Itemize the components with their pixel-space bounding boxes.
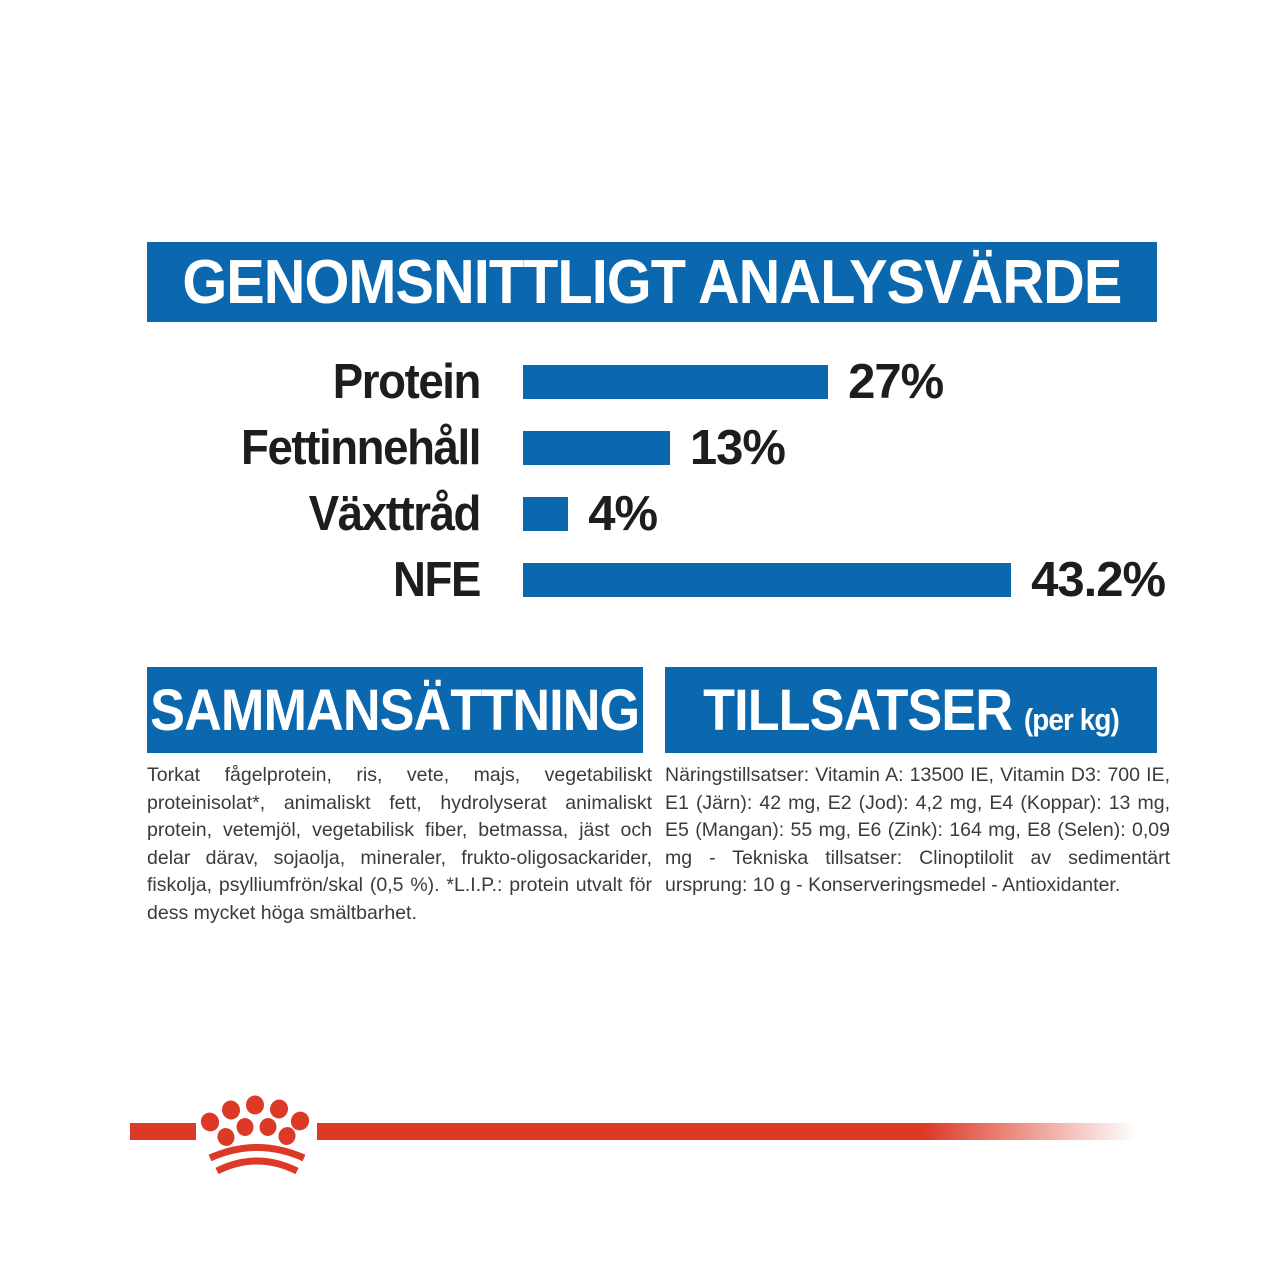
chart-row-fibre	[0, 489, 657, 539]
chart-bar	[523, 563, 1011, 597]
chart-row-label: Fettinnehåll	[241, 421, 480, 475]
analysis-banner	[147, 242, 1157, 322]
additives-body: Näringstillsatser: Vitamin A: 13500 IE, Vitamin D3: 700 IE, E1 (Järn): 42 mg, E2 (Jod): 4,2 mg, E4 (Koppar): 13 mg, E5 (Mangan): 55 mg, E6 (Zink): 164 mg, E8 (Selen): 0,09 mg - Tekniska tillsatser: Clinoptilolit av sedimentärt ursprung: 10 g - Konserveringsmedel - Antioxidanter.	[665, 764, 1170, 896]
chart-bar	[523, 431, 670, 465]
brand-line-right	[317, 1123, 1137, 1140]
brand-line-left	[130, 1123, 196, 1140]
chart-bar	[523, 365, 828, 399]
additives-title-group	[703, 677, 1119, 744]
chart-row-value: 4%	[588, 487, 658, 541]
chart-row-label: Protein	[332, 355, 480, 409]
composition-banner	[147, 667, 643, 753]
additives-unit: (per kg)	[1023, 701, 1119, 737]
composition-title: SAMMANSÄTTNING	[150, 677, 640, 743]
chart-row-value: 13%	[689, 421, 785, 475]
chart-row-fat	[0, 423, 785, 473]
analysis-title: GENOMSNITTLIGT ANALYSVÄRDE	[182, 247, 1122, 317]
composition-body: Torkat fågelprotein, ris, vete, majs, vegetabiliskt proteinisolat*, animaliskt fett, hydrolyserat animaliskt protein, vetemjöl, vegetabilisk fiber, betmassa, jäst och delar därav, sojaolja, mineraler, frukto-oligosackarider, fiskolja, psylliumfrön/skal (0,5 %). *L.I.P.: protein utvalt för dess mycket höga smältbarhet.	[147, 764, 652, 924]
royal-canin-crown-icon	[194, 1093, 320, 1179]
chart-row-label: Växttråd	[308, 487, 480, 541]
chart-bar	[523, 497, 568, 531]
chart-row-label: NFE	[393, 553, 480, 607]
additives-banner	[665, 667, 1157, 753]
chart-row-value: 27%	[848, 355, 944, 409]
chart-row-nfe	[0, 555, 1165, 605]
additives-title: TILLSATSER	[703, 677, 1013, 743]
chart-row-protein	[0, 357, 943, 407]
chart-row-value: 43.2%	[1031, 553, 1166, 607]
